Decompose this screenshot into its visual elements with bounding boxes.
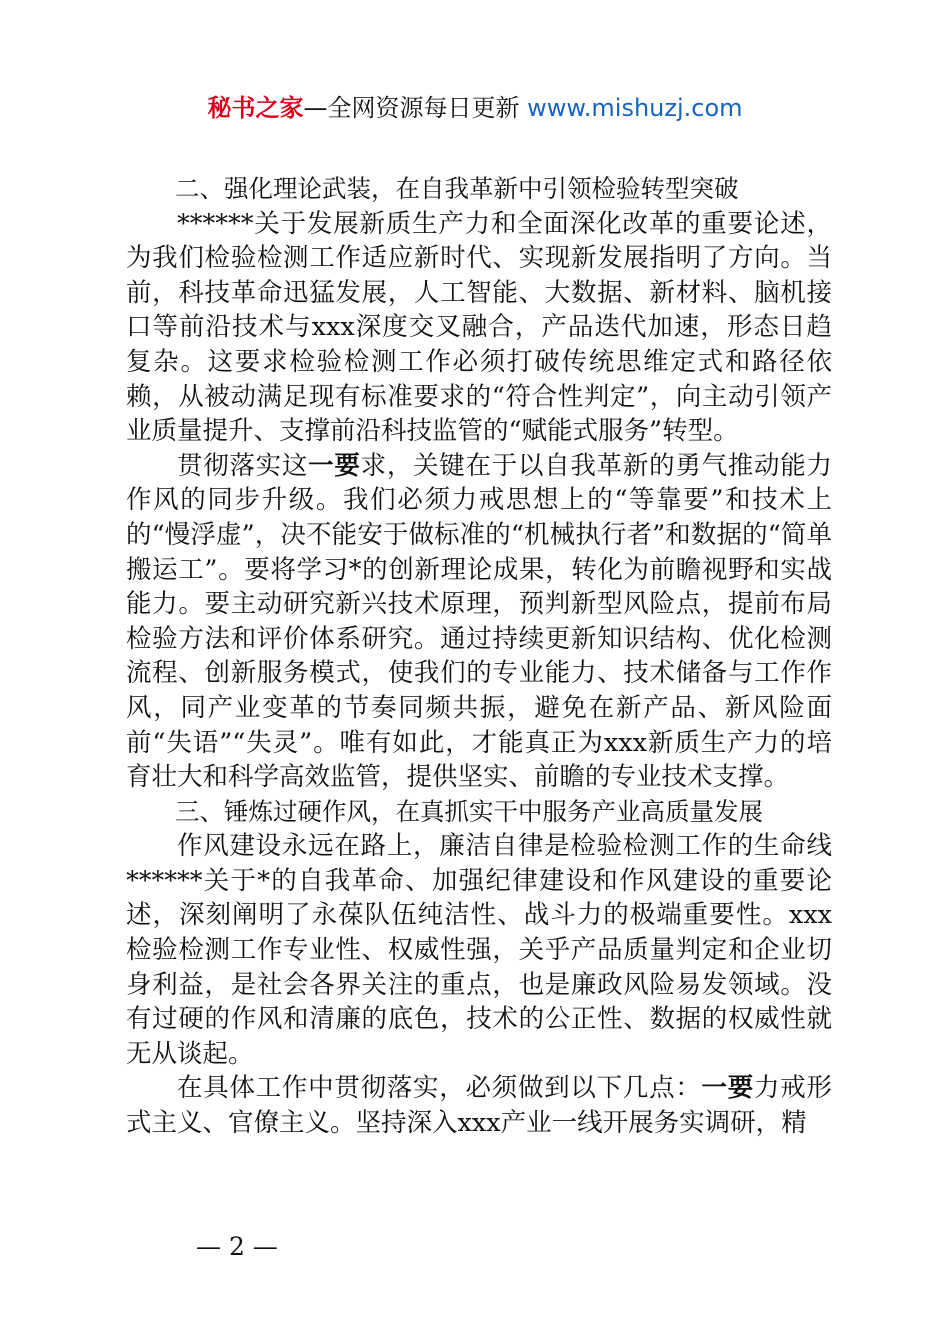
keyword-emphasis: 一要 xyxy=(308,450,361,481)
paragraph-text: 贯彻落实这 xyxy=(177,450,309,481)
section-heading-2: 二、强化理论武装，在自我革新中引领检验转型突破 xyxy=(175,174,739,203)
paragraph-text: 在具体工作中贯彻落实，必须做到以下几点： xyxy=(177,1073,702,1104)
header-slogan: —全网资源每日更新 xyxy=(303,94,520,122)
paragraph-text: 求，关键在于以自我革新的勇气推动能力作风的同步升级。我们必须力戒思想上的“等靠要”和技术上的“慢浮虚”，决不能安于做标准的“机械执行者”和数据的“简单搬运工”。要将学习*的创新理论成果，转化为前瞻视野和实战能力。要主动研究新兴技术原理，预判新型风险点，提前布局检验方法和评价体系研究。通过持续更新知识结构、优化检测流程、创新服务模式，使我们的专业能力、技术储备与工作作风，同产业变革的节奏同频共振，避免在新产品、新风险面前“失语”“失灵”。唯有如此，才能真正为xxx新质生产力的培育壮大和科学高效监管，提供坚实、前瞻的专业技术支撑。 xyxy=(126,450,832,793)
document-body xyxy=(126,172,832,1141)
paragraph: 作风建设永远在路上，廉洁自律是检验检测工作的生命线******关于*的自我革命、加强纪律建设和作风建设的重要论述，深刻阐明了永葆队伍纯洁性、战斗力的极端重要性。xxx检验检测工作专业性、权威性强，关乎产品质量判定和企业切身利益，是社会各界关注的重点，也是廉政风险易发领域。没有过硬的作风和清廉的底色，技术的公正性、数据的权威性就无从谈起。 xyxy=(126,831,832,1069)
paragraph-text: 力戒形式主义、官僚主义。坚持深入xxx产业一线开展务实调研，精 xyxy=(126,1073,832,1139)
paragraph xyxy=(126,1071,832,1140)
keyword-emphasis: 一要 xyxy=(701,1073,755,1104)
paragraph: ******关于发展新质生产力和全面深化改革的重要论述，为我们检验检测工作适应新时代、实现新发展指明了方向。当前，科技革命迅猛发展，人工智能、大数据、新材料、脑机接口等前沿技术与xxx深度交叉融合，产品迭代加速，形态日趋复杂。这要求检验检测工作必须打破传统思维定式和路径依赖，从被动满足现有标准要求的“符合性判定”，向主动引领产业质量提升、支撑前沿科技监管的“赋能式服务”转型。 xyxy=(126,208,832,447)
page-number: — 2 — xyxy=(196,1232,278,1261)
site-header xyxy=(0,88,950,123)
header-url-link[interactable]: www.mishuzj.com xyxy=(527,94,743,122)
section-heading-3: 三、锤炼过硬作风，在真抓实干中服务产业高质量发展 xyxy=(175,796,763,826)
brand-name: 秘书之家 xyxy=(207,94,304,122)
paragraph xyxy=(126,449,832,795)
